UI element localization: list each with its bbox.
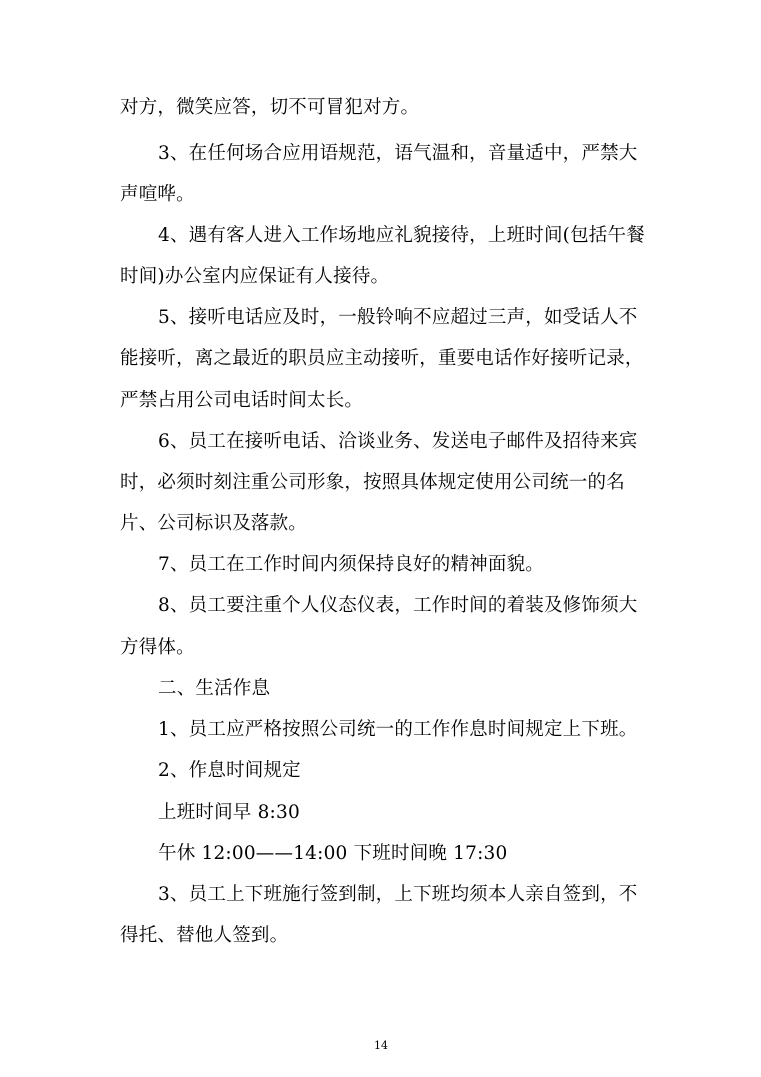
text-line: 8、员工要注重个人仪态仪表，工作时间的着装及修饰须大 — [158, 595, 638, 616]
text-line: 对方，微笑应答，切不可冒犯对方。 — [120, 97, 420, 118]
text-line: 片、公司标识及落款。 — [120, 513, 308, 534]
text-line: 声喧哗。 — [120, 184, 195, 205]
text-line: 4、遇有客人进入工作场地应礼貌接待，上班时间(包括午餐 — [158, 225, 645, 246]
text-line: 能接听，离之最近的职员应主动接听，重要电话作好接听记录， — [120, 348, 644, 369]
text-line: 方得体。 — [120, 637, 195, 658]
page-number: 14 — [374, 1039, 388, 1052]
text-line: 3、在任何场合应用语规范，语气温和，音量适中，严禁大 — [158, 143, 638, 164]
text-line: 2、作息时间规定 — [158, 760, 301, 781]
text-line: 7、员工在工作时间内须保持良好的精神面貌。 — [158, 554, 544, 575]
text-line: 3、员工上下班施行签到制，上下班均须本人亲自签到，不 — [158, 884, 638, 905]
text-line: 5、接听电话应及时，一般铃响不应超过三声，如受话人不 — [158, 307, 638, 328]
text-line: 得托、替他人签到。 — [120, 925, 289, 946]
text-line: 6、员工在接听电话、洽谈业务、发送电子邮件及招待来宾 — [158, 431, 638, 452]
text-line: 时间)办公室内应保证有人接待。 — [120, 266, 390, 287]
text-line: 严禁占用公司电话时间太长。 — [120, 390, 364, 411]
text-line: 午休 12:00——14:00 下班时间晚 17:30 — [158, 843, 508, 864]
section-heading: 二、生活作息 — [158, 678, 271, 699]
text-line: 时，必须时刻注重公司形象，按照具体规定使用公司统一的名 — [120, 472, 625, 493]
text-line: 1、员工应严格按照公司统一的工作作息时间规定上下班。 — [158, 719, 638, 740]
text-line: 上班时间早 8:30 — [158, 802, 300, 823]
